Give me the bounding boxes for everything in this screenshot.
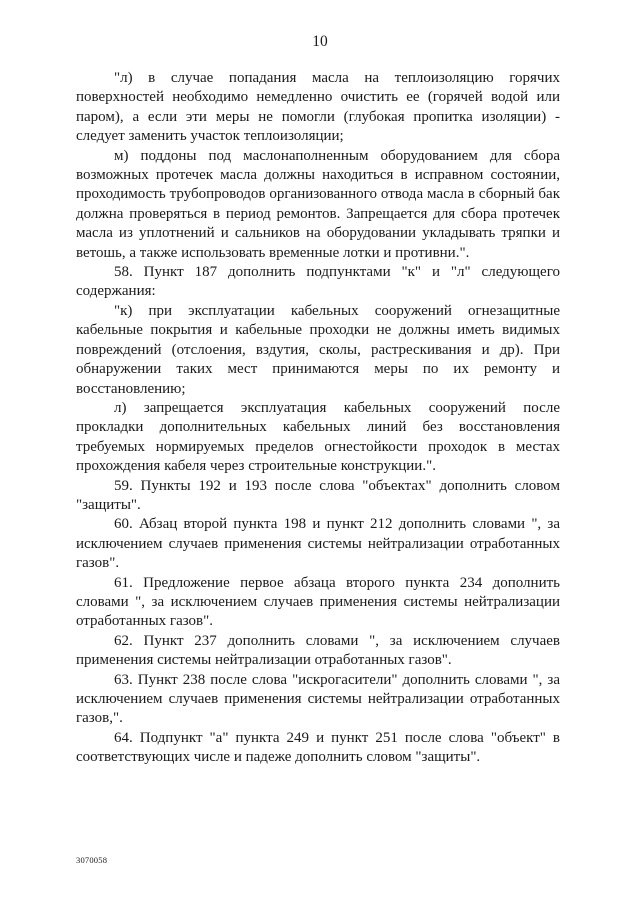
paragraph-item-58: 58. Пункт 187 дополнить подпунктами "к" и "л" следующего содержания: (76, 264, 560, 300)
footer-document-code: 3070058 (76, 855, 108, 865)
paragraph-subclause-l-oil: "л) в случае попадания масла на теплоизоляцию горячих поверхностей необходимо немедленно очистить ее (горячей водой или паром), а если эти меры не помогли (глубокая пропитка изоляции) - следует заменить участок теплоизоляции; (76, 70, 560, 145)
page-number: 10 (312, 33, 328, 50)
document-body (76, 69, 560, 768)
paragraph-item-64: 64. Подпункт "а" пункта 249 и пункт 251 после слова "объект" в соответствующих числе и падеже дополнить словом "защиты". (76, 729, 560, 766)
paragraph-subclause-m-trays: м) поддоны под маслонаполненным оборудованием для сбора возможных протечек масла должны находиться в исправном состоянии, проходимость трубопроводов организованного отвода масла в сборный бак должна проверяться в период ремонтов. Запрещается для сбора протечек масла из уплотнений и сальников на оборудовании укладывать тряпки и ветошь, а также использовать временные лотки и противни.". (76, 147, 560, 261)
paragraph-subclause-k-cables: "к) при эксплуатации кабельных сооружений огнезащитные кабельные покрытия и кабельные проходки не должны иметь видимых повреждений (отслоения, вздутия, сколы, растрескивания и др). При обнаружении таких мест принимаются меры по их ремонту и восстановлению; (76, 302, 560, 397)
paragraph-item-62: 62. Пункт 237 дополнить словами ", за исключением случаев применения системы нейтрализации отработанных газов". (76, 632, 560, 669)
paragraph-subclause-l-cables: л) запрещается эксплуатация кабельных сооружений после прокладки дополнительных кабельных линий без восстановления требуемых нормируемых пределов огнестойкости проходок в местах прохождения кабеля через строительные конструкции.". (76, 399, 560, 475)
paragraph-item-60: 60. Абзац второй пункта 198 и пункт 212 дополнить словами ", за исключением случаев применения системы нейтрализации отработанных газов". (76, 516, 560, 572)
paragraph-item-61: 61. Предложение первое абзаца второго пункта 234 дополнить словами ", за исключением случаев применения системы нейтрализации отработанных газов". (76, 574, 560, 630)
paragraph-item-59: 59. Пункты 192 и 193 после слова "объектах" дополнить словом "защиты". (76, 477, 560, 513)
paragraph-item-63: 63. Пункт 238 после слова "искрогасители" дополнить словами ", за исключением случаев применения системы нейтрализации отработанных газов,". (76, 671, 560, 727)
